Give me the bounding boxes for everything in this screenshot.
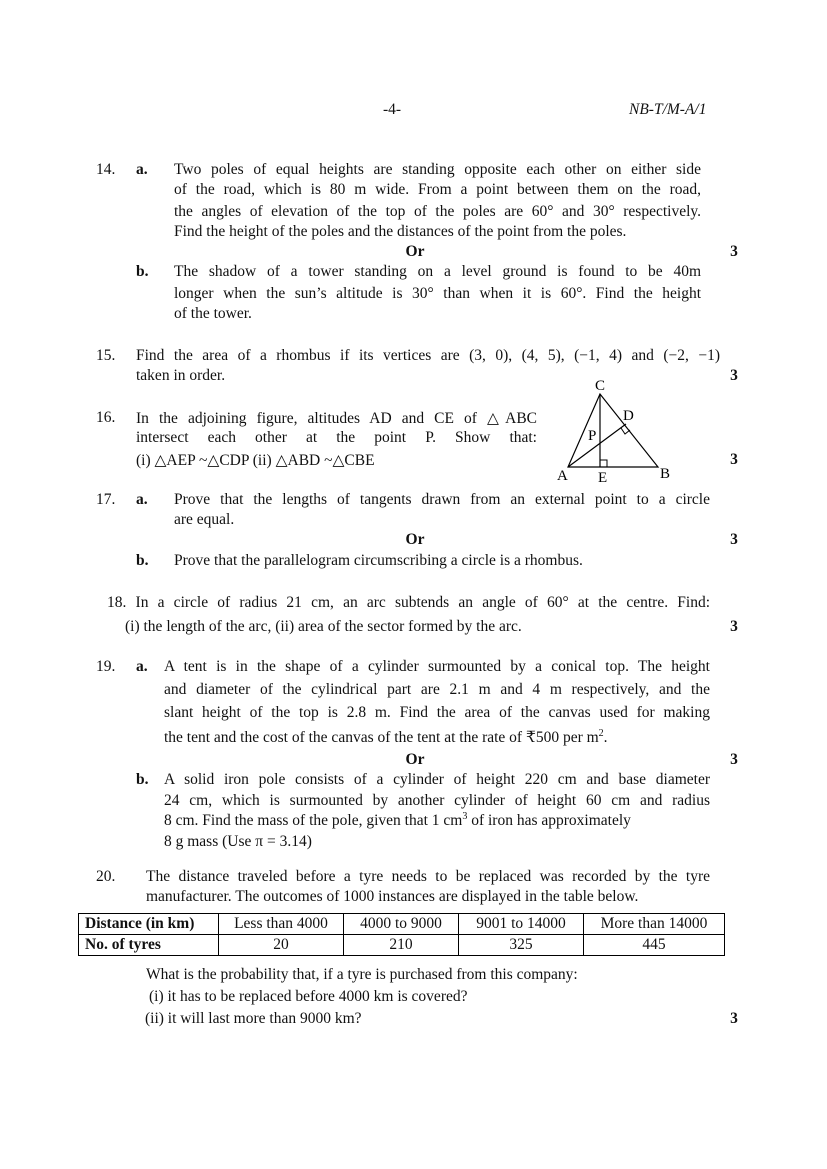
question-text-line: The shadow of a tower standing on a level ground is found to be 40m — [174, 263, 701, 280]
part-b-label: b. — [136, 771, 149, 788]
question-text-line: (i) △AEP ~△CDP (ii) △ABD ~△CBE — [136, 452, 375, 469]
question-text-line — [164, 728, 608, 747]
question-number: 16. — [96, 409, 116, 426]
question-text-line: the angles of elevation of the top of the poles are 60° and 30° respectively. — [174, 203, 701, 220]
question-text-line: and diameter of the cylindrical part are 2.1 m and 4 m respectively, and the — [164, 681, 710, 698]
question-number: 20. — [96, 868, 116, 885]
marks: 3 — [730, 531, 738, 548]
page-number: -4- — [383, 101, 402, 118]
table-cell: Less than 4000 — [219, 914, 344, 935]
part-b-label: b. — [136, 552, 149, 569]
marks: 3 — [730, 451, 738, 468]
tyre-distance-table — [78, 913, 725, 956]
question-text-line: intersect each other at the point P. Show that: — [136, 429, 537, 446]
question-text-line — [164, 812, 710, 830]
part-a-label: a. — [136, 161, 148, 178]
text-span: 8 cm. Find the mass of the pole, given that 1 cm — [164, 812, 463, 829]
question-number: 15. — [96, 347, 116, 364]
question-text-line: What is the probability that, if a tyre is purchased from this company: — [146, 966, 578, 983]
question-text-line: A solid iron pole consists of a cylinder of height 220 cm and base diameter — [164, 771, 710, 788]
question-number: 14. — [96, 161, 116, 178]
or-separator: Or — [405, 531, 425, 548]
right-angle-d — [621, 428, 630, 434]
superscript: 2 — [598, 728, 604, 739]
part-b-label: b. — [136, 263, 149, 280]
triangle-abc — [568, 394, 658, 467]
right-angle-e — [600, 460, 607, 467]
question-number: 17. — [96, 491, 116, 508]
question-text-line: are equal. — [174, 511, 235, 528]
question-text-line: A tent is in the shape of a cylinder surmounted by a conical top. The height — [164, 658, 710, 675]
table-cell: 210 — [344, 935, 459, 956]
question-text-line: manufacturer. The outcomes of 1000 instances are displayed in the table below. — [146, 888, 639, 905]
question-text-line: of the road, which is 80 m wide. From a point between them on the road, — [174, 181, 701, 198]
paper-code: NB-T/M-A/1 — [629, 101, 707, 118]
marks: 3 — [730, 367, 738, 384]
question-text-line: of the tower. — [174, 305, 252, 322]
superscript: 3 — [462, 811, 468, 822]
table-cell: 9001 to 14000 — [459, 914, 584, 935]
table-cell: 445 — [584, 935, 725, 956]
triangle-figure — [548, 374, 688, 488]
question-text-line: The distance traveled before a tyre needs to be replaced was recorded by the tyre — [146, 868, 710, 885]
table-cell: 20 — [219, 935, 344, 956]
question-text-line: 8 g mass (Use π = 3.14) — [164, 833, 312, 850]
marks: 3 — [730, 1010, 738, 1027]
label-e: E — [598, 470, 608, 486]
part-a-label: a. — [136, 658, 148, 675]
or-separator: Or — [405, 751, 425, 768]
table-row — [79, 935, 725, 956]
label-a: A — [557, 468, 568, 484]
question-text-line: 18. In a circle of radius 21 cm, an arc subtends an angle of 60° at the centre. Find: — [107, 594, 710, 611]
label-b: B — [660, 466, 671, 482]
question-text-line: longer when the sun’s altitude is 30° than when it is 60°. Find the height — [174, 285, 701, 302]
label-p: P — [588, 428, 597, 444]
question-text-line: (i) it has to be replaced before 4000 km is covered? — [149, 988, 468, 1005]
question-text-line: Find the height of the poles and the distances of the point from the poles. — [174, 223, 627, 240]
table-header-cell: No. of tyres — [79, 935, 219, 956]
text-span: of iron has approximately — [467, 812, 631, 829]
question-text-line: Prove that the parallelogram circumscribing a circle is a rhombus. — [174, 552, 583, 569]
label-c: C — [595, 378, 606, 394]
question-text-line: 24 cm, which is surmounted by another cylinder of height 60 cm and radius — [164, 792, 710, 809]
marks: 3 — [730, 751, 738, 768]
table-cell: 325 — [459, 935, 584, 956]
question-text-line: (i) the length of the arc, (ii) area of the sector formed by the arc. — [125, 618, 522, 635]
text-span: the tent and the cost of the canvas of the tent at the rate of ₹500 per m — [164, 729, 599, 746]
label-d: D — [623, 408, 634, 424]
table-header-cell: Distance (in km) — [79, 914, 219, 935]
part-a-label: a. — [136, 491, 148, 508]
text-span — [164, 812, 631, 830]
question-text-line: In the adjoining figure, altitudes AD and CE of △ABC — [136, 410, 537, 427]
text-span: . — [603, 729, 608, 746]
marks: 3 — [730, 618, 738, 635]
marks: 3 — [730, 243, 738, 260]
table-cell: 4000 to 9000 — [344, 914, 459, 935]
question-text-line: (ii) it will last more than 9000 km? — [145, 1010, 362, 1027]
altitude-ad — [568, 424, 626, 467]
question-text-line: slant height of the top is 2.8 m. Find the area of the canvas used for making — [164, 704, 710, 721]
question-text-line: Find the area of a rhombus if its vertices are (3, 0), (4, 5), (−1, 4) and (−2, −1) — [136, 347, 720, 364]
question-number: 19. — [96, 658, 116, 675]
question-text-line: taken in order. — [136, 367, 226, 384]
question-text-line: Prove that the lengths of tangents drawn from an external point to a circle — [174, 491, 710, 508]
table-cell: More than 14000 — [584, 914, 725, 935]
or-separator: Or — [405, 243, 425, 260]
table-row — [79, 914, 725, 935]
question-text-line: Two poles of equal heights are standing opposite each other on either side — [174, 161, 701, 178]
